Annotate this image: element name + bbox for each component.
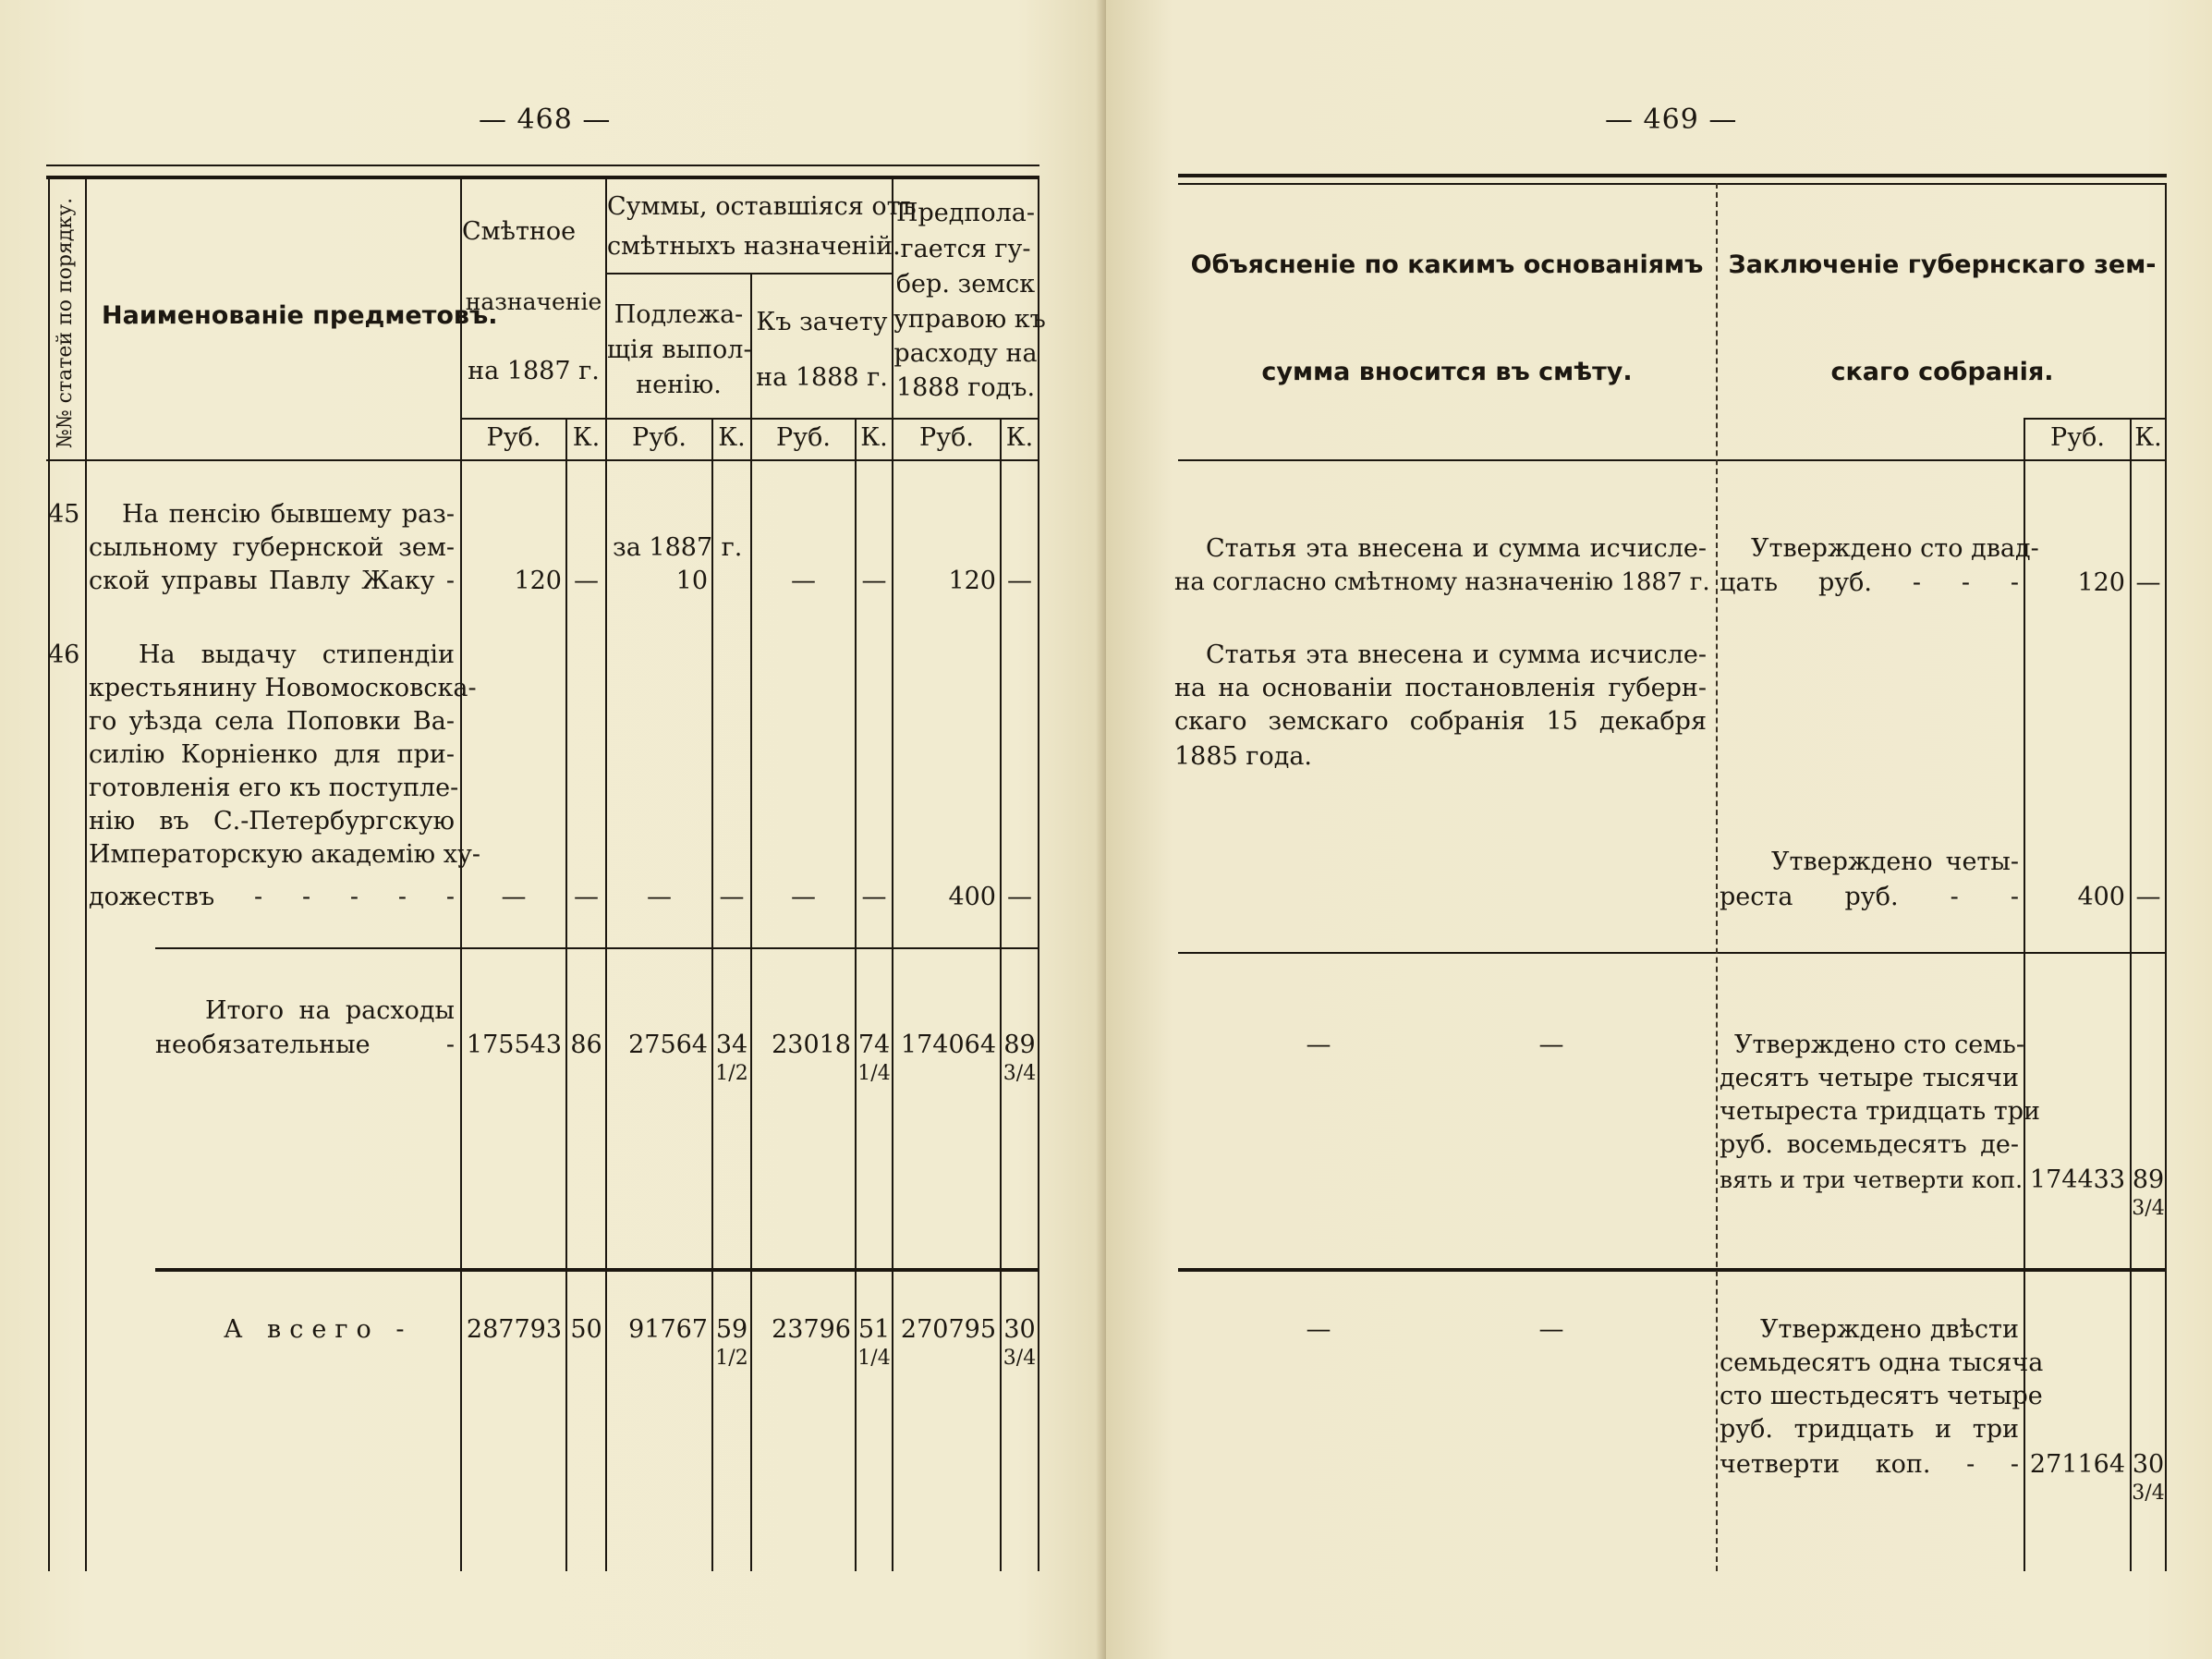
header-estimate-l2: назначеніе xyxy=(465,288,602,315)
header-sub-l3: ненію. xyxy=(636,371,722,399)
concl-line: десятъ четыре тысячи xyxy=(1720,1064,2019,1092)
top-rule-thick xyxy=(1178,174,2167,177)
item-line: силію Корніенко для при- xyxy=(89,740,455,769)
sub-note: за 1887 xyxy=(613,533,713,562)
header-prop-l5: расходу на xyxy=(893,339,1038,368)
concl-kop: — xyxy=(2135,568,2161,597)
header-prop-l2: гается гу- xyxy=(900,235,1031,263)
dash: — xyxy=(1538,1031,1564,1059)
estimate-kop: — xyxy=(574,883,599,911)
prop-kop: — xyxy=(1007,567,1032,595)
unit-rule xyxy=(2024,418,2167,420)
header-explain-l1: Объясненіе по какимъ основаніямъ xyxy=(1190,250,1704,279)
concl-line: реста руб. - - xyxy=(1720,883,2019,911)
concl-line: сто шестьдесятъ четыре xyxy=(1720,1382,2043,1410)
unit-kop: К. xyxy=(1005,423,1034,452)
header-credit-l1: Къ зачету xyxy=(756,308,888,336)
subheader-rule xyxy=(605,273,892,274)
header-concl-l2: скаго собранія. xyxy=(1830,358,2054,386)
header-remain-l2: смѣтныхъ назначеній. xyxy=(607,232,901,261)
concl-rub: 271164 xyxy=(2029,1450,2125,1479)
concl-rub: 400 xyxy=(2077,883,2125,911)
estimate-rub: — xyxy=(501,883,527,911)
header-estimate-l1: Смѣтное xyxy=(462,217,577,246)
unit-rub: Руб. xyxy=(776,423,831,452)
grand-total-rule xyxy=(155,1268,1039,1272)
concl-line: вять и три четверти коп. xyxy=(1720,1166,2024,1193)
header-row-no: №№ статей по порядку. xyxy=(54,197,77,448)
concl-line: руб. восемьдесятъ де- xyxy=(1720,1130,2019,1159)
concl-kop: 89 xyxy=(2132,1165,2165,1194)
item-line: го уѣзда села Поповки Ва- xyxy=(89,707,455,736)
item-line: Императорскую академію ху- xyxy=(89,840,480,869)
grand-sub-kop-frac: 1/2 xyxy=(715,1347,748,1370)
col-rule xyxy=(711,418,713,1571)
unit-kop: К. xyxy=(572,423,601,452)
estimate-rub: 120 xyxy=(514,567,562,595)
col-rule xyxy=(85,176,87,1571)
total-sub-kop-frac: 1/2 xyxy=(715,1062,748,1085)
estimate-kop: — xyxy=(574,567,599,595)
unit-kop: К. xyxy=(718,423,746,452)
concl-line: четыреста тридцать три xyxy=(1720,1097,2040,1126)
subtotal-rule xyxy=(1178,952,2167,954)
sub-rub: — xyxy=(647,883,672,911)
dash: — xyxy=(1306,1315,1331,1344)
grand-prop-kop: 30 xyxy=(1003,1315,1036,1344)
concl-kop-frac: 3/4 xyxy=(2132,1197,2165,1220)
credit-kop: — xyxy=(861,883,887,911)
concl-line: цать руб. - - - xyxy=(1720,568,2019,597)
header-explain-l2: сумма вносится въ смѣту. xyxy=(1261,358,1633,386)
prop-rub: 120 xyxy=(948,567,996,595)
concl-line: руб. тридцать и три xyxy=(1720,1415,2019,1444)
unit-kop: К. xyxy=(2134,423,2162,452)
header-bottom-rule xyxy=(46,459,1039,461)
concl-line: Утверждено сто двад- xyxy=(1751,534,2039,563)
header-concl-l1: Заключеніе губернскаго зем- xyxy=(1728,250,2157,279)
total-prop-rub: 174064 xyxy=(900,1031,996,1059)
total-label: необязательные - xyxy=(155,1031,455,1059)
unit-rub: Руб. xyxy=(919,423,974,452)
total-prop-kop-frac: 3/4 xyxy=(1003,1062,1037,1085)
total-estimate-rub: 175543 xyxy=(466,1031,562,1059)
header-credit-l2: на 1888 г. xyxy=(756,363,888,392)
header-item: Наименованіе предметовъ. xyxy=(102,301,498,330)
col-rule xyxy=(750,273,752,1571)
concl-kop: — xyxy=(2135,883,2161,911)
right-page xyxy=(1106,0,2212,1659)
item-line: сыльному губернской зем- xyxy=(89,533,455,562)
col-rule xyxy=(1716,183,1718,1571)
explain-line: Статья эта внесена и сумма исчисле- xyxy=(1206,534,1707,563)
col-rule xyxy=(48,176,50,1571)
unit-rub: Руб. xyxy=(2050,423,2105,452)
item-line: крестьянину Новомосковска- xyxy=(89,674,477,702)
total-credit-kop: 74 xyxy=(857,1031,891,1059)
explain-line: 1885 года. xyxy=(1174,742,1313,771)
unit-rub: Руб. xyxy=(632,423,687,452)
grand-credit-kop-frac: 1/4 xyxy=(857,1347,891,1370)
concl-line: семьдесятъ одна тысяча xyxy=(1720,1348,2044,1377)
header-estimate-l3: на 1887 г. xyxy=(468,357,600,385)
top-rule xyxy=(46,165,1039,166)
total-credit-kop-frac: 1/4 xyxy=(857,1062,891,1085)
unit-kop: К. xyxy=(860,423,888,452)
grand-prop-kop-frac: 3/4 xyxy=(1003,1347,1037,1370)
total-sub-kop: 34 xyxy=(715,1031,748,1059)
grand-total-rule xyxy=(1178,1268,2167,1272)
dash: — xyxy=(1306,1031,1331,1059)
sub-kop: — xyxy=(719,883,745,911)
total-estimate-kop: 86 xyxy=(570,1031,602,1059)
page-number: — 469 — xyxy=(1605,104,1738,136)
concl-rub: 174433 xyxy=(2029,1165,2125,1194)
header-bottom-rule xyxy=(1178,459,2167,461)
item-line: На пенсію бывшему раз- xyxy=(122,500,455,529)
header-prop-l4: управою къ xyxy=(893,305,1046,334)
header-prop-l1: Предпола- xyxy=(895,199,1036,227)
grand-credit-rub: 23796 xyxy=(772,1315,851,1344)
concl-line: Утверждено двѣсти xyxy=(1760,1315,2019,1344)
grand-sub-kop: 59 xyxy=(715,1315,748,1344)
total-label: Итого на расходы xyxy=(205,996,455,1025)
grand-total-label: А всего - xyxy=(224,1315,413,1344)
grand-prop-rub: 270795 xyxy=(900,1315,996,1344)
grand-sub-rub: 91767 xyxy=(628,1315,708,1344)
item-line: На выдачу стипендіи xyxy=(139,640,455,669)
unit-rub: Руб. xyxy=(486,423,541,452)
credit-kop: — xyxy=(861,567,887,595)
concl-line: четверти коп. - - xyxy=(1720,1450,2019,1479)
explain-line: Статья эта внесена и сумма исчисле- xyxy=(1206,640,1707,669)
grand-credit-kop: 51 xyxy=(857,1315,891,1344)
header-sub-l2: щія выпол- xyxy=(607,335,752,364)
top-rule-thick xyxy=(46,176,1039,179)
grand-estimate-rub: 287793 xyxy=(466,1315,562,1344)
subtotal-rule xyxy=(155,947,1039,949)
explain-line: скаго земскаго собранія 15 декабря xyxy=(1174,707,1707,736)
grand-estimate-kop: 50 xyxy=(570,1315,602,1344)
sub-note-unit: г. xyxy=(721,533,743,562)
item-line: нію въ С.-Петербургскую xyxy=(89,807,455,836)
concl-kop-frac: 3/4 xyxy=(2132,1482,2165,1505)
explain-line: на согласно смѣтному назначенію 1887 г. xyxy=(1174,568,1710,596)
col-rule xyxy=(2165,183,2167,1571)
prop-rub: 400 xyxy=(948,883,996,911)
explain-line: на на основаніи постановленія губерн- xyxy=(1174,674,1707,702)
col-rule xyxy=(1038,176,1039,1571)
row-no: 46 xyxy=(48,640,80,669)
concl-line: Утверждено сто семь- xyxy=(1734,1031,2025,1059)
item-line: дожествъ - - - - - xyxy=(89,883,455,911)
concl-kop: 30 xyxy=(2132,1450,2165,1479)
page-number: — 468 — xyxy=(479,104,612,136)
total-prop-kop: 89 xyxy=(1003,1031,1036,1059)
header-remain-l1: Суммы, оставшіяся отъ xyxy=(607,192,917,221)
sub-rub: 10 xyxy=(675,567,708,595)
concl-line: Утверждено четы- xyxy=(1771,848,2019,876)
total-sub-rub: 27564 xyxy=(628,1031,708,1059)
total-credit-rub: 23018 xyxy=(772,1031,851,1059)
dash: — xyxy=(1538,1315,1564,1344)
concl-rub: 120 xyxy=(2077,568,2125,597)
header-prop-l3: бер. земск xyxy=(895,270,1036,299)
credit-rub: — xyxy=(791,883,816,911)
header-prop-l6: 1888 годъ. xyxy=(895,373,1036,402)
prop-kop: — xyxy=(1007,883,1032,911)
row-no: 45 xyxy=(48,500,80,529)
credit-rub: — xyxy=(791,567,816,595)
top-rule xyxy=(1178,183,2167,185)
header-sub-l1: Подлежа- xyxy=(614,300,744,329)
item-line: готовленія его къ поступле- xyxy=(89,774,459,802)
item-line: ской управы Павлу Жаку - xyxy=(89,567,455,595)
